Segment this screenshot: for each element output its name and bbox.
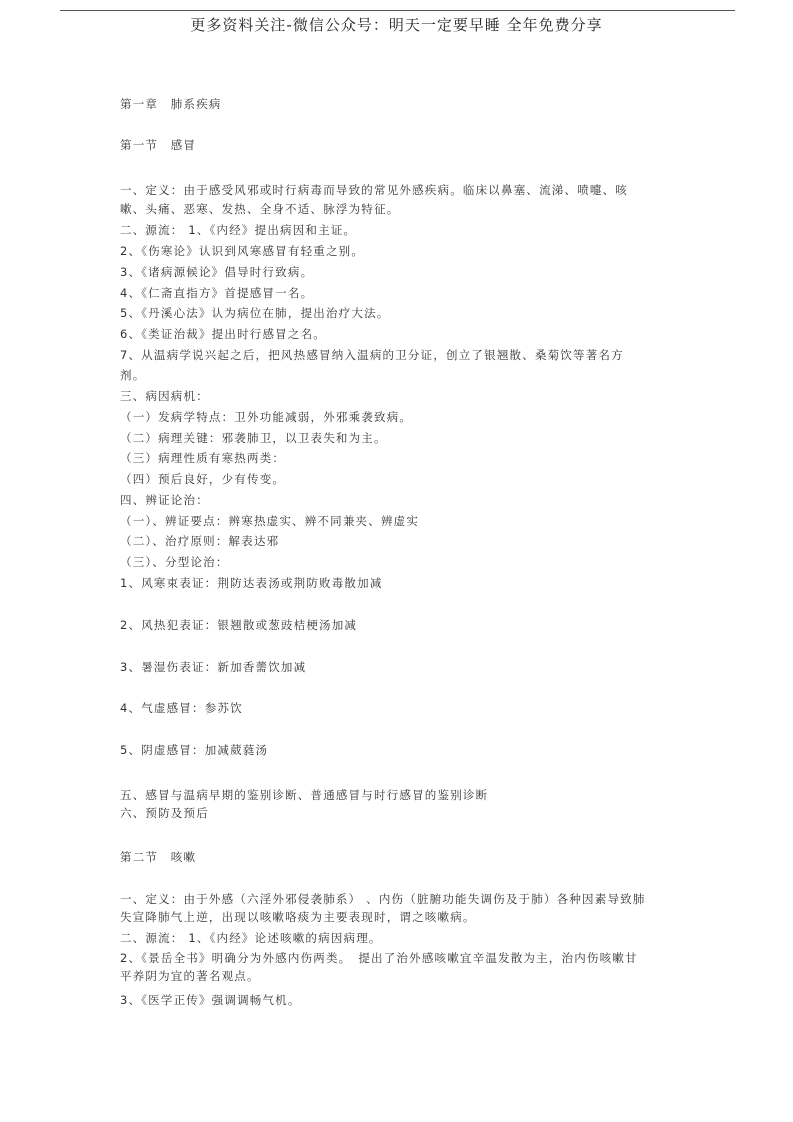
text-line: （一）、辨证要点：辨寒热虚实、辨不同兼夹、辨虚实 <box>120 514 420 528</box>
chapter-title: 第一章 肺系疾病 <box>120 97 222 111</box>
text-line: 2、风热犯表证：银翘散或葱豉桔梗汤加减 <box>120 618 358 632</box>
section-title: 第一节 感冒 <box>120 138 197 152</box>
text-line: 四、辨证论治： <box>120 493 209 507</box>
text-line: 二、源流： 1、《内经》提出病因和主证。 <box>120 223 357 237</box>
text-line: 3、暑湿伤表证：新加香薷饮加减 <box>120 660 307 674</box>
text-line: （三）病理性质有寒热两类： <box>120 451 286 465</box>
text-line: 3、《医学正传》强调调畅气机。 <box>120 993 301 1007</box>
text-line: 7、从温病学说兴起之后，把风热感冒纳入温病的卫分证，创立了银翘散、桑菊饮等著名方 <box>120 348 624 362</box>
text-line: 5、阴虚感冒：加减葳蕤汤 <box>120 743 269 757</box>
text-line: （二）病理关键：邪袭肺卫，以卫表失和为主。 <box>120 431 387 445</box>
page-header: 更多资料关注-微信公众号：明天一定要早睡 全年免费分享 <box>190 16 603 34</box>
text-line: 三、病因病机： <box>120 389 209 403</box>
text-line: 失宣降肺气上逆，出现以咳嗽咯痰为主要表现时，谓之咳嗽病。 <box>120 910 476 924</box>
text-line: 五、感冒与温病早期的鉴别诊断、普通感冒与时行感冒的鉴别诊断 <box>120 788 489 802</box>
text-line: 4、《仁斋直指方》首提感冒一名。 <box>120 286 314 300</box>
text-line: 一、定义：由于感受风邪或时行病毒而导致的常见外感疾病。临床以鼻塞、流涕、喷嚏、咳 <box>120 183 628 197</box>
text-line: （二）、治疗原则：解表达邪 <box>120 534 280 548</box>
text-line: （三）、分型论治： <box>120 555 229 569</box>
text-line: 5、《丹溪心法》认为病位在肺，提出治疗大法。 <box>120 306 390 320</box>
text-line: 嗽、头痛、恶寒、发热、全身不适、脉浮为特征。 <box>120 202 400 216</box>
text-line: 4、气虚感冒：参苏饮 <box>120 701 243 715</box>
text-line: 剂。 <box>120 368 146 382</box>
text-line: 二、源流： 1、《内经》论述咳嗽的病因病理。 <box>120 931 382 945</box>
section-title: 第二节 咳嗽 <box>120 850 197 864</box>
text-line: 1、风寒束表证：荆防达表汤或荆防败毒散加减 <box>120 576 383 590</box>
text-line: （四）预后良好，少有传变。 <box>120 472 286 486</box>
header-rule <box>60 10 735 11</box>
text-line: （一）发病学特点：卫外功能减弱，外邪乘袭致病。 <box>120 410 413 424</box>
text-line: 平养阴为宜的著名观点。 <box>120 969 260 983</box>
text-line: 3、《诸病源候论》倡导时行致病。 <box>120 265 314 279</box>
text-line: 6、《类证治裁》提出时行感冒之名。 <box>120 327 326 341</box>
text-line: 2、《景岳全书》明确分为外感内伤两类。 提出了治外感咳嗽宜辛温发散为主，治内伤咳嗽甘 <box>120 951 638 965</box>
text-line: 六、预防及预后 <box>120 806 209 820</box>
text-line: 2、《伤寒论》认识到风寒感冒有轻重之别。 <box>120 244 365 258</box>
text-line: 一、定义：由于外感（六淫外邪侵袭肺系） 、内伤（脏腑功能失调伤及于肺）各种因素导致肺 <box>120 892 646 906</box>
